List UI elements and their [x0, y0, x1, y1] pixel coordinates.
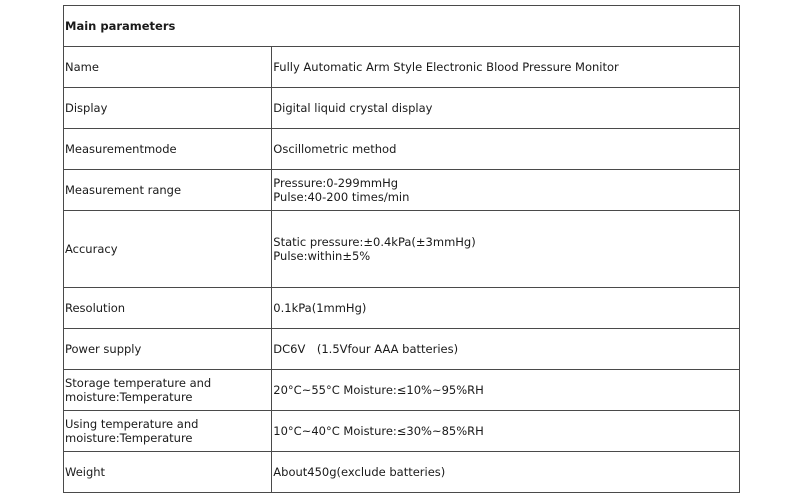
param-name-line: Using temperature and [65, 417, 199, 431]
param-value-cell [272, 170, 740, 211]
param-name-cell [64, 329, 272, 370]
param-value-cell [272, 370, 740, 411]
table-row [64, 329, 740, 370]
param-value-line: Pressure:0-299mmHg [273, 176, 399, 190]
table-title-row [64, 6, 740, 47]
param-name: Resolution [65, 301, 126, 315]
param-name-line: moisture:Temperature [65, 431, 193, 445]
param-value: Oscillometric method [273, 142, 397, 156]
param-value-cell [272, 329, 740, 370]
param-name-cell [64, 170, 272, 211]
param-name: Display [65, 101, 108, 115]
param-value: About450g(exclude batteries) [273, 465, 446, 479]
param-value-cell [272, 47, 740, 88]
param-name-line: Storage temperature and [65, 376, 212, 390]
table-row [64, 370, 740, 411]
param-name-cell [64, 88, 272, 129]
param-value: DC6V (1.5Vfour AAA batteries) [273, 342, 459, 356]
param-name: Accuracy [65, 242, 118, 256]
param-name-cell [64, 47, 272, 88]
param-name: Power supply [65, 342, 142, 356]
param-name: Weight [65, 465, 106, 479]
param-name: Measurement range [65, 183, 182, 197]
param-name: Measurementmode [65, 142, 177, 156]
param-value: Fully Automatic Arm Style Electronic Blood Pressure Monitor [273, 60, 619, 74]
param-name-cell [64, 452, 272, 493]
param-value: 0.1kPa(1mmHg) [273, 301, 367, 315]
param-value: 20°C~55°C Moisture:≤10%~95%RH [273, 383, 484, 397]
param-name-line: moisture:Temperature [65, 390, 193, 404]
table-row [64, 288, 740, 329]
param-value-line: Static pressure:±0.4kPa(±3mmHg) [273, 235, 476, 249]
table-row [64, 211, 740, 288]
param-name-cell [64, 129, 272, 170]
table-row [64, 129, 740, 170]
param-name-cell [64, 370, 272, 411]
param-value-cell [272, 452, 740, 493]
param-value-line: Pulse:40-200 times/min [273, 190, 410, 204]
table-row [64, 88, 740, 129]
param-name-cell [64, 411, 272, 452]
param-name: Name [65, 60, 99, 74]
param-value: Digital liquid crystal display [273, 101, 433, 115]
table-row [64, 47, 740, 88]
table-row [64, 452, 740, 493]
param-name-cell [64, 211, 272, 288]
param-value-cell [272, 411, 740, 452]
param-name-cell [64, 288, 272, 329]
table-title: Main parameters [64, 6, 740, 47]
spec-table [63, 5, 740, 493]
param-value-cell [272, 288, 740, 329]
param-value-cell [272, 211, 740, 288]
param-value-cell [272, 129, 740, 170]
param-value-cell [272, 88, 740, 129]
param-value: 10°C~40°C Moisture:≤30%~85%RH [273, 424, 484, 438]
param-value-line: Pulse:within±5% [273, 249, 371, 263]
table-row [64, 170, 740, 211]
table-row [64, 411, 740, 452]
